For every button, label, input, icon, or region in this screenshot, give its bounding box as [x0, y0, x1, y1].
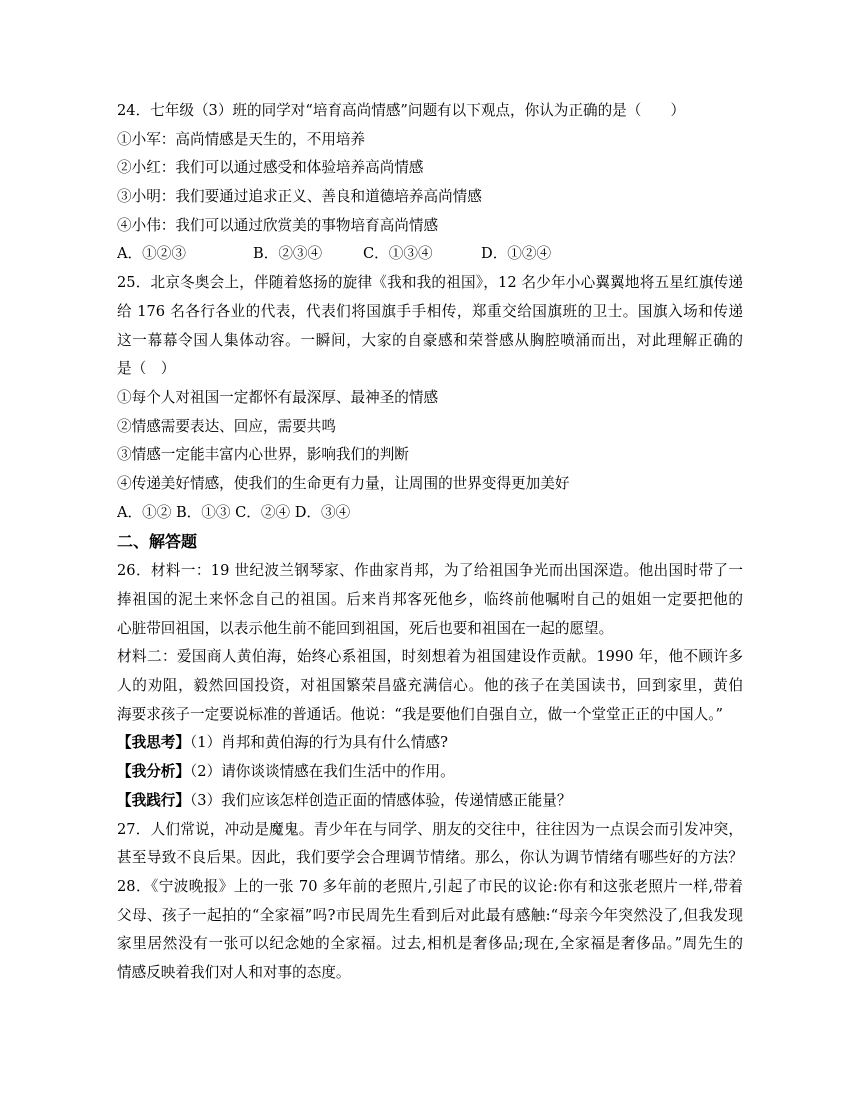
q25-stem-line-1: 25．北京冬奥会上，伴随着悠扬的旋律《我和我的祖国》，12 名少年小心翼翼地将五星红旗传递	[117, 274, 743, 292]
q26-material2-line-3: 海要求孩子一定要说标准的普通话。他说：“我是要他们自强自立，做一个堂堂正正的中国人。”	[117, 705, 723, 723]
q26-task-1-text: （1）肖邦和黄伯海的行为具有什么情感?	[189, 734, 448, 752]
q28-line-2: 父母、孩子一起拍的“全家福”吗?市民周先生看到后对此最有感触:“母亲今年突然没了,但我发现	[117, 906, 743, 924]
q26-task-2-text: （2）请你谈谈情感在我们生活中的作用。	[189, 763, 455, 781]
q24-item-1: ①小军：高尚情感是天生的，不用培养	[117, 130, 366, 148]
q24-option-b: B．②③④	[253, 245, 323, 263]
q28-line-4: 情感反映着我们对人和对事的态度。	[117, 963, 351, 981]
q26-task-2-tag: 【我分析】	[117, 763, 190, 781]
q25-item-4: ④传递美好情感，使我们的生命更有力量，让周围的世界变得更加美好	[117, 474, 570, 492]
q25-item-2: ②情感需要表达、回应，需要共鸣	[117, 417, 336, 435]
q26-task-1	[117, 729, 743, 758]
q24-option-a: A．①②③	[117, 245, 186, 263]
q25-stem-line-2: 给 176 名各行各业的代表，代表们将国旗手手相传，郑重交给国旗班的卫士。国旗入场和传递	[117, 302, 743, 320]
q27-line-1: 27．人们常说，冲动是魔鬼。青少年在与同学、朋友的交往中，往往因为一点误会而引发冲突，	[117, 820, 743, 838]
q26-task-2	[117, 758, 743, 787]
q25-options: A．①② B．①③ C．②④ D．③④	[117, 503, 351, 521]
q24-item-2: ②小红：我们可以通过感受和体验培养高尚情感	[117, 159, 424, 177]
q25-item-1: ①每个人对祖国一定都怀有最深厚、最神圣的情感	[117, 388, 439, 406]
q27-line-2: 甚至导致不良后果。因此，我们要学会合理调节情绪。那么，你认为调节情绪有哪些好的方法？	[117, 849, 743, 867]
q25-stem-line-4: 是（ ）	[117, 360, 176, 378]
q25-item-3: ③情感一定能丰富内心世界，影响我们的判断	[117, 446, 409, 464]
q26-task-3-tag: 【我践行】	[117, 791, 190, 809]
q24-item-4: ④小伟：我们可以通过欣赏美的事物培育高尚情感	[117, 216, 439, 234]
q24-option-d: D．①②④	[481, 245, 552, 263]
q26-material1-line-3: 心脏带回祖国，以表示他生前不能回到祖国，死后也要和祖国在一起的愿望。	[117, 619, 614, 637]
q26-material2-line-2: 人的劝阻，毅然回国投资，对祖国繁荣昌盛充满信心。他的孩子在美国读书，回到家里，黄伯	[117, 677, 743, 695]
q25-stem-line-3: 这一幕幕令国人集体动容。一瞬间，大家的自豪感和荣誉感从胸腔喷涌而出，对此理解正确的	[117, 331, 743, 349]
q26-material2-line-1: 材料二：爱国商人黄伯海，始终心系祖国，时刻想着为祖国建设作贡献。1990 年，他不顾许多	[117, 648, 743, 666]
q24-option-c: C．①③④	[363, 245, 433, 263]
q26-material1-line-2: 捧祖国的泥土来怀念自己的祖国。后来肖邦客死他乡，临终前他嘱咐自己的姐姐一定要把他的	[117, 591, 743, 608]
q28-line-1: 28．《宁波晚报》上的一张 70 多年前的老照片,引起了市民的议论:你有和这张老照片一样,带着	[117, 877, 743, 895]
q26-task-3-text: （3）我们应该怎样创造正面的情感体验，传递情感正能量？	[189, 791, 572, 809]
q28-line-3: 家里居然没有一张可以纪念她的全家福。过去,相机是奢侈品;现在,全家福是奢侈品。”周先生的	[117, 935, 743, 953]
section-title: 二、解答题	[117, 532, 198, 552]
q24-item-3: ③小明：我们要通过追求正义、善良和道德培养高尚情感	[117, 188, 482, 206]
q24-stem: 24．七年级（3）班的同学对“培育高尚情感”问题有以下观点，你认为正确的是（ ）	[117, 102, 686, 119]
q26-task-3	[117, 787, 743, 816]
q24-options	[117, 240, 743, 269]
q26-task-1-tag: 【我思考】	[117, 734, 190, 752]
question-content	[117, 97, 743, 988]
q26-material1-line-1: 26．材料一：19 世纪波兰钢琴家、作曲家肖邦，为了给祖国争光而出国深造。他出国时带了一	[117, 562, 743, 580]
